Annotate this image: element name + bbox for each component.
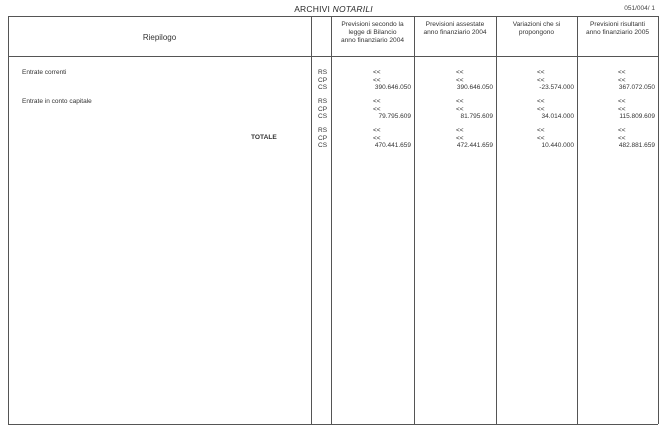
value-cs: 34.014.000 xyxy=(541,113,574,121)
value-cp: << xyxy=(537,105,545,113)
row-codes-entrate-conto-capitale xyxy=(318,98,327,121)
code-rs: RS xyxy=(318,98,328,105)
code-rs: RS xyxy=(318,127,328,134)
cell-r2-c3 xyxy=(496,98,577,121)
cell-r3-c1 xyxy=(331,127,414,150)
value-cs: 367.072.050 xyxy=(618,84,655,92)
value-rs: << xyxy=(618,69,626,76)
header-col-2-line-1: Previsioni assestate xyxy=(425,21,485,28)
document-title xyxy=(0,4,667,14)
cell-r2-c1 xyxy=(331,98,414,121)
header-col-1 xyxy=(331,21,414,45)
title-italic: NOTARILI xyxy=(332,4,373,14)
value-cp: << xyxy=(618,134,626,142)
code-cs: CS xyxy=(318,142,328,150)
row-codes-totale xyxy=(318,127,327,150)
title-prefix: ARCHIVI xyxy=(294,4,331,14)
row-codes-entrate-correnti xyxy=(318,69,327,92)
table-bottom-border xyxy=(8,424,658,425)
col-border-6 xyxy=(658,16,659,424)
header-col-4 xyxy=(577,21,658,37)
value-rs: << xyxy=(456,69,464,76)
cell-r3-c3 xyxy=(496,127,577,150)
col-border-1 xyxy=(311,16,312,424)
cell-r3-c2 xyxy=(414,127,496,150)
header-col-1-line-3: anno finanziario 2004 xyxy=(340,37,405,44)
value-cp: << xyxy=(618,76,626,84)
value-rs: << xyxy=(537,98,545,105)
value-cp: << xyxy=(373,134,381,142)
table-top-border xyxy=(8,16,658,17)
value-cs: -23.574.000 xyxy=(539,84,574,92)
value-cp: << xyxy=(537,76,545,84)
code-cp: CP xyxy=(318,134,328,142)
code-rs: RS xyxy=(318,69,328,76)
value-cp: << xyxy=(456,105,464,113)
value-rs: << xyxy=(537,69,545,76)
value-rs: << xyxy=(537,127,545,134)
header-col-1-line-2: legge di Bilancio xyxy=(348,29,397,36)
row-label-totale: TOTALE xyxy=(251,134,277,141)
cell-r1-c1 xyxy=(331,69,414,92)
header-col-3 xyxy=(496,21,577,37)
header-col-4-line-2: anno finanziario 2005 xyxy=(585,29,650,36)
code-cs: CS xyxy=(318,113,328,121)
row-label-entrate-conto-capitale: Entrate in conto capitale xyxy=(22,98,92,105)
header-col-4-line-1-text: Previsioni risultanti xyxy=(590,21,645,28)
col-border-0 xyxy=(8,16,9,424)
value-cs: 79.795.609 xyxy=(378,113,411,121)
cell-r2-c2 xyxy=(414,98,496,121)
code-cp: CP xyxy=(318,76,328,84)
header-col-4-line-1 xyxy=(577,21,658,29)
header-riepilogo: Riepilogo xyxy=(142,33,177,42)
cell-r3-c4 xyxy=(577,127,658,150)
value-cp: << xyxy=(537,134,545,142)
value-cs: 390.646.050 xyxy=(374,84,411,92)
value-cs: 470.441.659 xyxy=(374,142,411,150)
value-cp: << xyxy=(618,105,626,113)
cell-r1-c2 xyxy=(414,69,496,92)
cell-r1-c3 xyxy=(496,69,577,92)
value-rs: << xyxy=(618,98,626,105)
code-cs: CS xyxy=(318,84,328,92)
value-cp: << xyxy=(456,134,464,142)
value-cs: 10.440.000 xyxy=(541,142,574,150)
value-cs: 390.646.050 xyxy=(456,84,493,92)
value-rs: << xyxy=(456,98,464,105)
code-cp: CP xyxy=(318,105,328,113)
header-col-2 xyxy=(414,21,496,37)
value-rs: << xyxy=(373,98,381,105)
header-col-1-line-1: Previsioni secondo la xyxy=(341,21,404,28)
header-bottom-border xyxy=(8,56,658,57)
value-cp: << xyxy=(373,105,381,113)
value-rs: << xyxy=(618,127,626,134)
header-col-2-line-2: anno finanziario 2004 xyxy=(423,29,487,36)
cell-r1-c4 xyxy=(577,69,658,92)
value-cs: 472.441.659 xyxy=(456,142,493,150)
row-label-entrate-correnti: Entrate correnti xyxy=(22,69,67,76)
document-code: 051/004/ 1 xyxy=(624,5,655,12)
value-cs: 482.881.659 xyxy=(618,142,655,150)
value-rs: << xyxy=(373,127,381,134)
cell-r2-c4 xyxy=(577,98,658,121)
value-cp: << xyxy=(456,76,464,84)
value-rs: << xyxy=(456,127,464,134)
header-col-3-line-1: Variazioni che si xyxy=(512,21,561,28)
value-cs: 115.809.609 xyxy=(619,113,655,121)
value-cp: << xyxy=(373,76,381,84)
value-cs: 81.795.609 xyxy=(460,113,493,121)
header-col-3-line-2: propongono xyxy=(518,29,555,36)
value-rs: << xyxy=(373,69,381,76)
